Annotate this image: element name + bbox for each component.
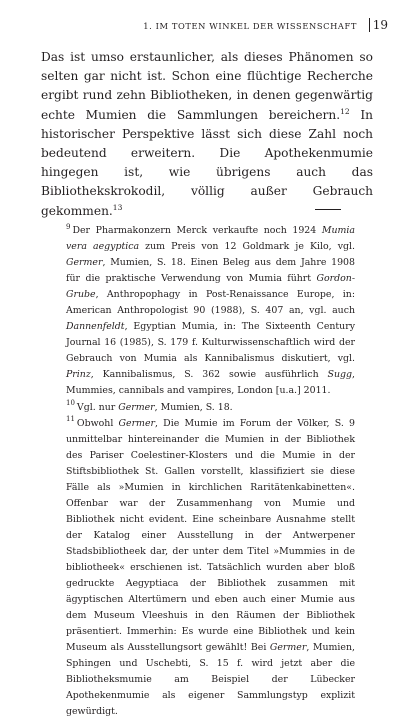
footnote-text: Obwohl [76, 417, 119, 429]
footnote-author: Sugg [327, 369, 353, 381]
footnotes [66, 223, 355, 720]
footnote-divider [315, 209, 341, 210]
footnote-text: , Die Mumie im Forum der Völker, S. 9 unmittelbar hintereinander die Mumien in der Bibliothek des Pariser Coelestiner-Klosters und die Mumie in der Stiftsbibliothek St. Gallen vorstellt, klassifiziert sie diese Fälle als »Mumien in kirchlichen Raritätenkabinetten«. Offenbar war der Zusammenhang von Mumie und Bibliothek nicht evident. Eine scheinbare Ausnahme stellt der Katalog einer Ausstellung in der Antwerpener Stadsbibliotheek dar, der unter dem Titel »Mummies in de bibliotheek« erschienen ist. Tatsächlich wurden aber bloß gedruckte Aegyptiaca der Bibliothek zusammen mit ägyptischen Altertümern und eben auch einer Mumie aus dem Museum Vleeshuis in den Räumen der Bibliothek präsentiert. Immerhin: Es wurde eine Bibliothek und kein Museum als Ausstellungsort gewählt! Bei [66, 417, 355, 654]
footnote-text: , Mumien, S. 18. Einen Beleg aus dem Jahre 1908 für die praktische Verwendung von Mumia führt [66, 257, 355, 285]
footnote-author: Prinz [66, 369, 91, 381]
footnote-10 [66, 400, 355, 416]
footnote-text: , Mumien, Sphingen und Uschebti, S. 15 f. wird jetzt aber die Bibliotheksmumie am Beispiel der Lübecker Apothekenmumie als eigener Sammlungstyp explizit gewürdigt. [66, 642, 355, 718]
footnote-author: Germer [269, 642, 307, 654]
body-text-1: Das ist umso erstaunlicher, als dieses Phänomen so selten gar nicht ist. Schon eine flüchtige Recherche ergibt rund zehn Bibliotheken, in denen gegenwärtig echte Mumien die Sammlungen bereichern. [41, 50, 373, 122]
footnote-text: , Mumien, S. 18. [154, 401, 233, 413]
footnote-ref-12[interactable]: 12 [340, 106, 350, 116]
footnote-number: 9 [66, 222, 71, 231]
footnote-ref-13[interactable]: 13 [112, 202, 123, 212]
body-paragraph [41, 48, 373, 221]
footnote-text: , Mummies, cannibals and vampires, London [u.a.] 2011. [66, 369, 355, 397]
body-text-2: In historischer Perspektive lässt sich diese Zahl noch bedeutend erweitern. Die Apothekenmumie hingegen ist, wie übrigens auch das Bibliothekskrokodil, völlig außer Gebrauch gekommen. [41, 107, 373, 218]
footnote-number: 10 [66, 399, 75, 408]
main-text [41, 48, 373, 221]
footnote-text: Der Pharmakonzern Merck verkaufte noch 1924 [72, 225, 322, 236]
footnote-text: , Kannibalismus, S. 362 sowie ausführlich [90, 369, 328, 381]
footnote-author: Germer [66, 257, 103, 269]
footnote-author: Gordon-Grube [66, 273, 355, 301]
footnote-text: Vgl. nur [76, 401, 119, 413]
page-header [0, 18, 404, 38]
running-head: 1. IM TOTEN WINKEL DER WISSENSCHAFT [143, 21, 357, 31]
footnote-number: 11 [66, 415, 75, 424]
footnote-text: , Egyptian Mumia, in: The Sixteenth Century Journal 16 (1985), S. 179 f. Kulturwissenschaftlich wird der Gebrauch von Mumia als Kannibalismus diskutiert, vgl. [66, 321, 355, 365]
footnote-author: Germer [118, 417, 155, 429]
page-number: 19 [369, 18, 388, 32]
footnote-9 [66, 223, 355, 400]
footnote-author: Dannenfeldt [66, 321, 125, 333]
footnote-author: Germer [118, 401, 155, 413]
footnote-text: zum Preis von 12 Goldmark je Kilo, vgl. [139, 241, 355, 253]
footnote-text: , Anthropophagy in Post-Renaissance Europe, in: American Anthropologist 90 (1988), S. 407 an, vgl. auch [66, 289, 355, 317]
footnote-11 [66, 416, 355, 720]
footnote-italic: Mumia vera aegyptica [66, 225, 355, 253]
